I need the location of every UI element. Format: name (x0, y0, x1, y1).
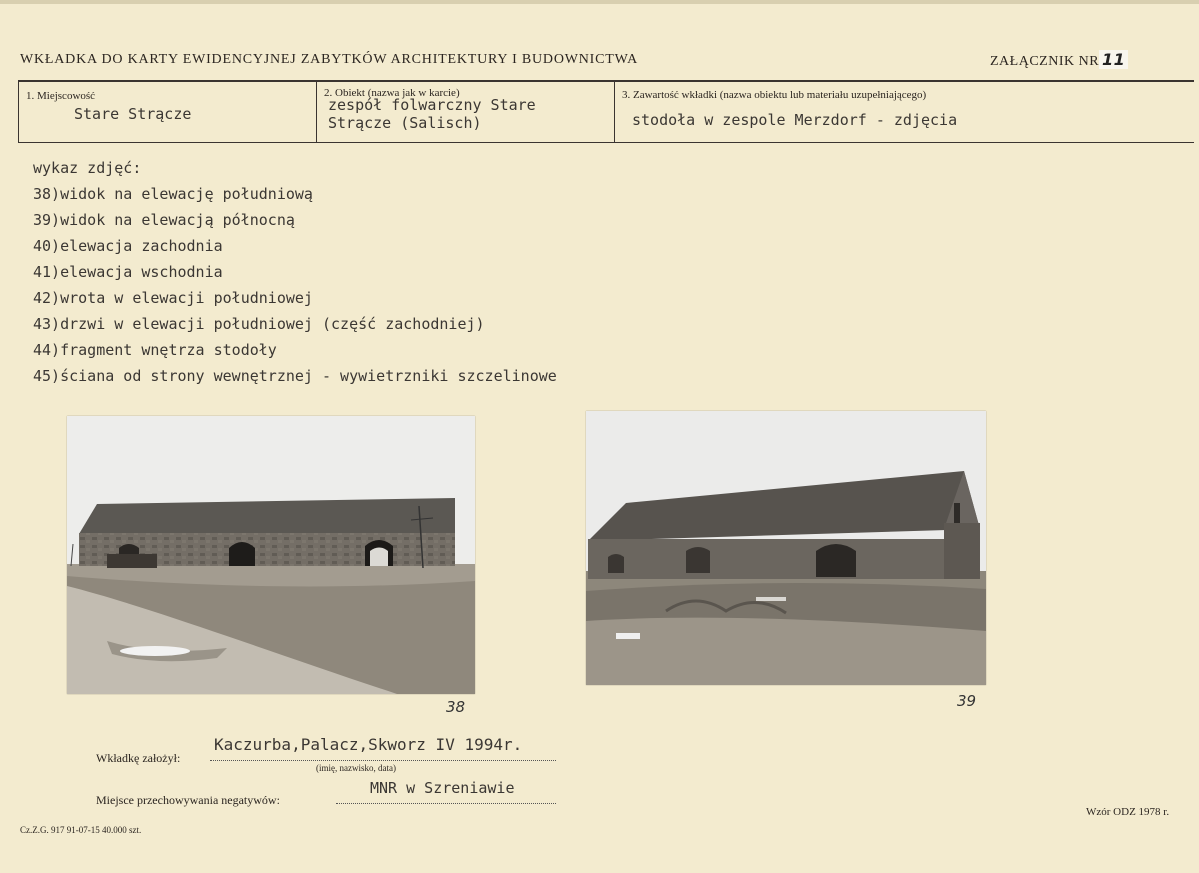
list-item: 41)elewacja wschodnia (33, 263, 223, 281)
photo-list-heading: wykaz zdjęć: (33, 159, 142, 177)
list-item: 40)elewacja zachodnia (33, 237, 223, 255)
field-2-value-line2: Strącze (Salisch) (328, 114, 482, 132)
field-divider (316, 82, 317, 142)
photo-number-39: 39 (957, 692, 977, 710)
field-divider (18, 82, 19, 142)
field-divider (614, 82, 615, 142)
form-title: WKŁADKA DO KARTY EWIDENCYJNEJ ZABYTKÓW ARCHITEKTURY I BUDOWNICTWA (20, 52, 638, 67)
annex-label: ZAŁĄCZNIK NR (990, 54, 1100, 69)
storage-label: Miejsce przechowywania negatywów: (96, 793, 280, 807)
barn-photo-south (67, 416, 475, 694)
list-item: 38)widok na elewację południową (33, 185, 313, 203)
founder-label: Wkładkę założył: (96, 751, 181, 765)
photo-number-38: 38 (446, 698, 466, 716)
field-3-label: 3. Zawartość wkładki (nazwa obiektu lub materiału uzupełniającego) (622, 89, 927, 101)
field-1-label: 1. Miejscowość (26, 90, 96, 102)
photo-list (33, 155, 557, 389)
paper-edge (0, 0, 1199, 4)
storage-value: MNR w Szreniawie (370, 779, 515, 797)
print-info: Cz.Z.G. 917 91-07-15 40.000 szt. (20, 825, 142, 835)
fields-rule (18, 142, 1194, 143)
founder-value: Kaczurba,Palacz,Skworz IV 1994r. (214, 735, 523, 754)
founder-dotted-line (210, 760, 556, 761)
list-item: 45)ściana od strony wewnętrznej - wywietrzniki szczelinowe (33, 367, 557, 385)
storage-dotted-line (336, 803, 556, 804)
list-item: 43)drzwi w elewacji południowej (część zachodniej) (33, 315, 485, 333)
form-model: Wzór ODZ 1978 r. (1086, 806, 1170, 818)
field-1-value: Stare Strącze (74, 105, 192, 123)
founder-hint: (imię, nazwisko, data) (316, 763, 396, 773)
field-3-value: stodoła w zespole Merzdorf - zdjęcia (632, 111, 958, 129)
annex-number (990, 50, 1128, 70)
field-2-label: 2. Obiekt (nazwa jak w karcie) (324, 87, 460, 99)
field-2-value-line1: zespół folwarczny Stare (328, 96, 536, 114)
list-item: 44)fragment wnętrza stodoły (33, 341, 277, 359)
list-item: 39)widok na elewacją północną (33, 211, 295, 229)
barn-photo-north (586, 411, 986, 685)
list-item: 42)wrota w elewacji południowej (33, 289, 313, 307)
annex-number-handwritten: 11 (1099, 50, 1128, 69)
header-rule (18, 80, 1194, 82)
